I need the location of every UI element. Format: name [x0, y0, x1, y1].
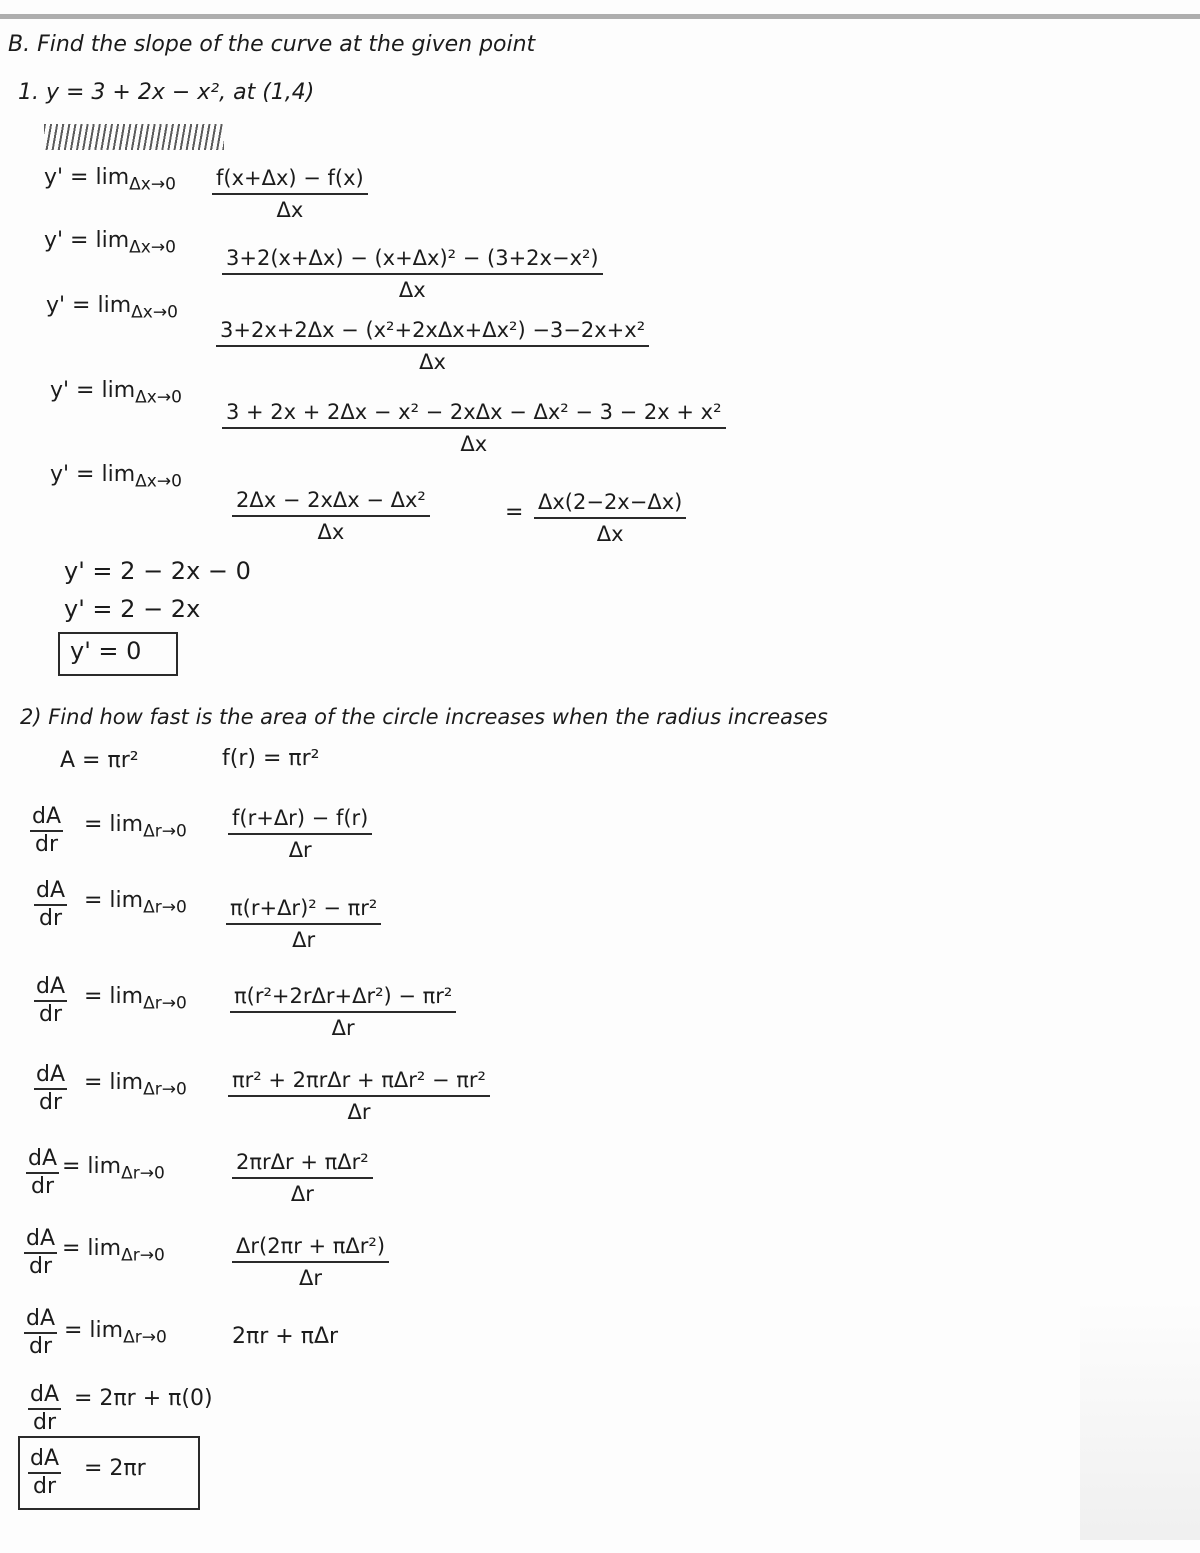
p1-equals: =	[505, 500, 524, 525]
scan-shadow	[1080, 1300, 1200, 1540]
p2-linec-value: 2πr + πΔr	[232, 1324, 339, 1349]
p2-answer-dadr: $\frac{dA}{dr}$	[30, 1446, 60, 1499]
p1-step2-fraction: $\frac{\text{3+2(x+Δx) − (x+Δx)² − (3+2x−x²)}}{\Delta x}$	[222, 246, 603, 302]
scan-edge-line	[0, 14, 1200, 19]
p2-step4-fraction: πr² + 2πrΔr + πΔr² − πr² Δr	[228, 1068, 490, 1124]
p2-step3-dadr: $\frac{dA}{dr}$	[36, 974, 66, 1027]
p2-step3-lim: = $\lim_{\Delta r\to 0}$	[84, 984, 187, 1014]
p2-step2-fraction: $\frac{\text{π(r+Δr)² − πr²}}{\Delta r}$	[226, 896, 381, 952]
problem1-statement: 1. y = 3 + 2x − x², at (1,4)	[18, 80, 315, 105]
p2-answer: = 2πr	[84, 1456, 146, 1481]
p2-step1-lim: = $\lim_{\Delta r\to 0}$	[84, 812, 187, 842]
p2-step6-dadr: $\frac{dA}{dr}$	[26, 1226, 56, 1279]
p1-step2-lhs: $y' = \lim_{\Delta x\to 0}$	[44, 228, 176, 258]
p2-step2-lim: = $\lim_{\Delta r\to 0}$	[84, 888, 187, 918]
p2-step6-fraction: Δr(2πr + πΔr²) Δr	[232, 1234, 389, 1290]
p1-answer: y' = 0	[70, 637, 142, 665]
p2-formula-f: f(r) = πr²	[222, 746, 320, 771]
p1-factored-fraction: $\frac{\Delta x(2-2x-\Delta x)}{\Delta x}$	[534, 490, 686, 546]
p1-line-a: y' = 2 − 2x − 0	[64, 557, 251, 585]
p2-lined-value: = 2πr + π(0)	[74, 1386, 213, 1411]
p1-step4-fraction: 3 + 2x + 2Δx − x² − 2xΔx − Δx² − 3 − 2x + x² Δx	[222, 400, 726, 456]
p2-step5-fraction: 2πrΔr + πΔr² Δr	[232, 1150, 373, 1206]
p2-step4-lim: = $\lim_{\Delta r\to 0}$	[84, 1070, 187, 1100]
p1-line-b: y' = 2 − 2x	[64, 595, 201, 623]
p2-linec-dadr: $\frac{dA}{dr}$	[26, 1306, 56, 1359]
p2-lined-dadr: $\frac{dA}{dr}$	[30, 1382, 60, 1435]
p2-linec-lim: = $\lim_{\Delta r\to 0}$	[64, 1318, 167, 1348]
p2-step5-dadr: $\frac{dA}{dr}$	[28, 1146, 58, 1199]
p1-step4-lhs: $y' = \lim_{\Delta x\to 0}$	[50, 378, 182, 408]
p1-step1-fraction: $\frac{f(x+\Delta x) - f(x)}{\Delta x}$	[212, 166, 368, 222]
p2-step2-dadr: $\frac{dA}{dr}$	[36, 878, 66, 931]
problem2-statement: 2) Find how fast is the area of the circle increases when the radius increases	[20, 705, 828, 729]
p2-step6-lim: = $\lim_{\Delta r\to 0}$	[62, 1236, 165, 1266]
p2-formula-area: A = πr²	[60, 748, 139, 773]
p2-step4-dadr: $\frac{dA}{dr}$	[36, 1062, 66, 1115]
p2-step5-lim: = $\lim_{\Delta r\to 0}$	[62, 1154, 165, 1184]
p1-step3-lhs: $y' = \lim_{\Delta x\to 0}$	[46, 293, 178, 323]
p2-step1-fraction: $\frac{f(r+\Delta r) - f(r)}{\Delta r}$	[228, 806, 372, 862]
p2-step1-dadr: $\frac{dA}{dr}$	[32, 804, 62, 857]
scratched-out-scribble	[44, 124, 224, 150]
page-heading: B. Find the slope of the curve at the given point	[8, 32, 536, 57]
p1-step1-lhs: $y' = \lim_{\Delta x\to 0}$	[44, 165, 176, 195]
p1-step3-fraction: 3+2x+2Δx − (x²+2xΔx+Δx²) −3−2x+x² Δx	[216, 318, 649, 374]
p1-step5-lhs: $y' = \lim_{\Delta x\to 0}$	[50, 462, 182, 492]
p1-step5-fraction: 2Δx − 2xΔx − Δx² Δx	[232, 488, 430, 544]
p2-step3-fraction: π(r²+2rΔr+Δr²) − πr² Δr	[230, 984, 456, 1040]
